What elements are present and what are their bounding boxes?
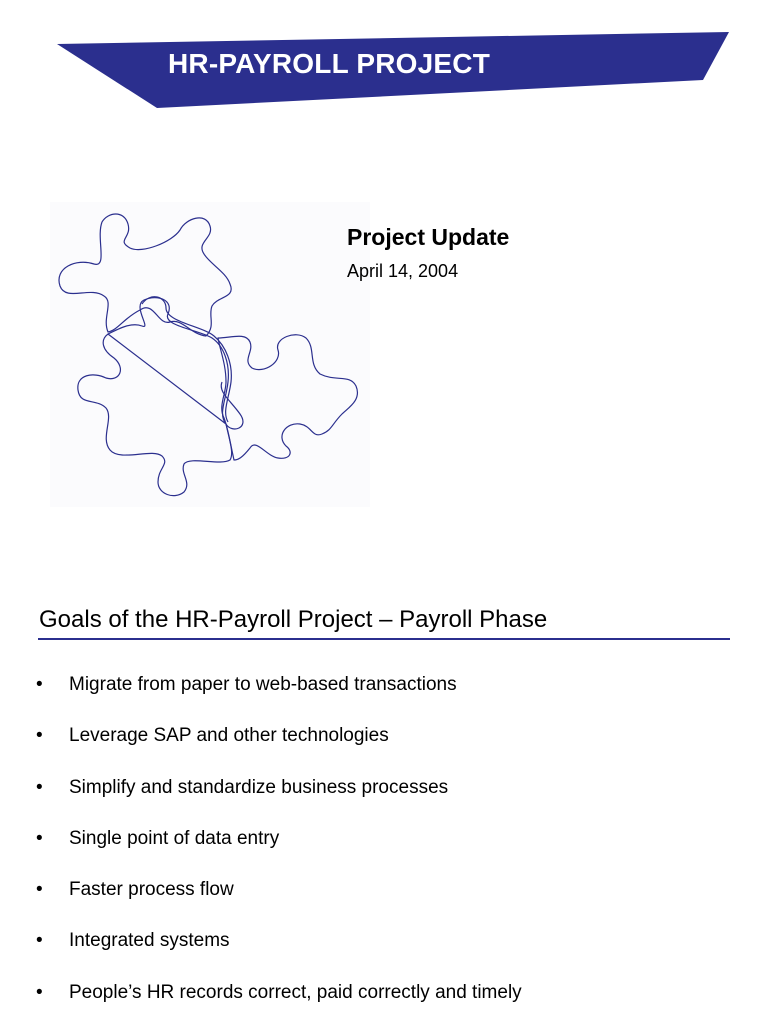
bullet-icon: •	[36, 879, 43, 901]
bullet-icon: •	[36, 827, 43, 849]
list-item	[36, 773, 736, 824]
list-item	[36, 875, 736, 926]
project-update-date: April 14, 2004	[347, 261, 459, 281]
goals-list	[36, 670, 736, 1029]
title-banner	[0, 0, 768, 120]
goal-text: Integrated systems	[69, 930, 230, 952]
page-title: HR-PAYROLL PROJECT	[168, 48, 491, 79]
puzzle-piece-right	[218, 335, 357, 460]
goal-text: Single point of data entry	[69, 827, 280, 849]
goal-text: Leverage SAP and other technologies	[69, 725, 389, 747]
goals-heading: Goals of the HR-Payroll Project – Payroll Phase	[39, 606, 548, 633]
project-update-title: Project Update	[347, 224, 510, 250]
heading-divider	[38, 638, 730, 640]
bullet-icon: •	[36, 776, 43, 798]
goal-text: Faster process flow	[69, 879, 234, 901]
bullet-icon: •	[36, 930, 43, 952]
bullet-icon: •	[36, 674, 43, 695]
list-item	[36, 926, 736, 977]
list-item	[36, 978, 736, 1029]
puzzle-pieces-icon	[50, 202, 370, 507]
bullet-icon: •	[36, 725, 43, 747]
puzzle-piece-middle	[78, 298, 243, 496]
list-item	[36, 824, 736, 875]
bullet-icon: •	[36, 981, 43, 1003]
puzzle-piece-top	[59, 214, 231, 336]
list-item	[36, 670, 736, 721]
goal-text: Simplify and standardize business processes	[69, 776, 449, 798]
list-item	[36, 721, 736, 772]
goal-text: Migrate from paper to web-based transactions	[69, 674, 457, 695]
goal-text: People’s HR records correct, paid correctly and timely	[69, 981, 522, 1003]
